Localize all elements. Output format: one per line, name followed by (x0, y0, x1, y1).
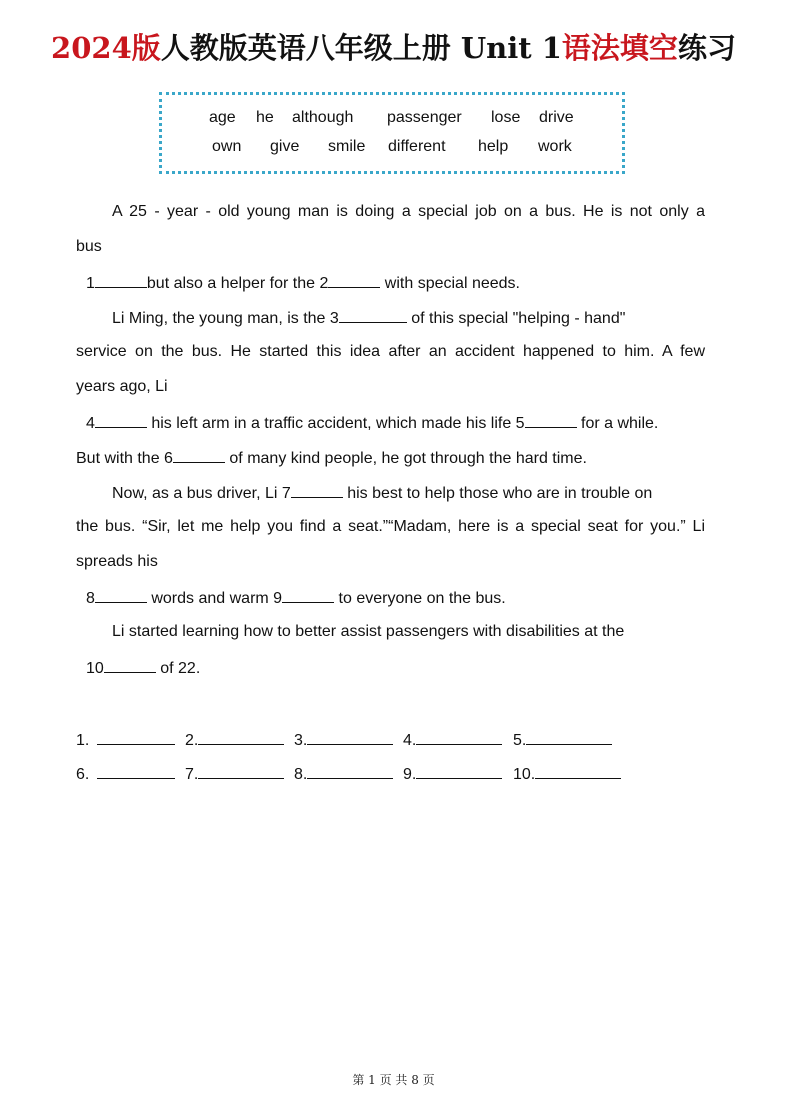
word-item: different (388, 138, 446, 155)
word-item: although (292, 109, 354, 126)
title-book: 人教版英语八年级上册 Unit 1 (160, 31, 562, 65)
passage-line: the bus. “Sir, let me help you find a seat.”“Madam, here is a special seat for you.” Li (76, 518, 705, 535)
passage-line: years ago, Li (76, 378, 168, 395)
passage-line (86, 588, 506, 608)
answer-item (76, 764, 175, 784)
answer-blank[interactable] (416, 730, 502, 745)
title-suffix: 练习 (677, 31, 736, 65)
passage-line (112, 483, 652, 503)
passage-text: of 22. (155, 660, 201, 677)
passage-line (86, 413, 658, 433)
word-item: help (478, 138, 509, 155)
blank-number: 1 (86, 275, 95, 292)
passage-text: with special needs. (380, 275, 520, 292)
passage-text: of this special "helping - hand" (406, 310, 626, 327)
answer-blank[interactable] (198, 730, 284, 745)
answer-blank[interactable] (307, 730, 393, 745)
passage-line: bus (76, 238, 102, 255)
answer-blank[interactable] (416, 764, 502, 779)
answer-label: 5. (513, 732, 527, 749)
answer-item (185, 730, 284, 750)
word-item: drive (539, 109, 574, 126)
blank-6[interactable] (173, 448, 225, 463)
answer-item (513, 764, 621, 784)
answer-item (185, 764, 284, 784)
word-item: smile (328, 138, 366, 155)
word-item: passenger (387, 109, 462, 126)
word-item: give (270, 138, 300, 155)
passage-text: But with the 6 (76, 450, 173, 467)
answer-item (513, 730, 612, 750)
word-item: own (212, 138, 242, 155)
passage-text: to everyone on the bus. (334, 590, 506, 607)
answer-blank[interactable] (307, 764, 393, 779)
title-topic: 语法填空 (561, 31, 678, 65)
answer-label: 7. (185, 766, 199, 783)
word-item: he (256, 109, 274, 126)
answer-item (403, 730, 502, 750)
blank-3[interactable] (339, 308, 407, 323)
passage-text: words and warm 9 (146, 590, 283, 607)
passage-line: service on the bus. He started this idea after an accident happened to him. A few (76, 343, 705, 360)
page-footer: 第 1 页 共 8 页 (352, 1073, 435, 1087)
answer-item (294, 730, 393, 750)
passage-text: Li Ming, the young man, is the 3 (112, 310, 339, 327)
passage-text: but also a helper for the 2 (146, 275, 329, 292)
answer-label: 4. (403, 732, 417, 749)
blank-8[interactable] (95, 588, 147, 603)
blank-1[interactable] (95, 273, 147, 288)
passage-text: of many kind people, he got through the hard time. (224, 450, 587, 467)
answer-blank[interactable] (97, 730, 175, 745)
answer-label: 8. (294, 766, 308, 783)
answer-blank[interactable] (535, 764, 621, 779)
blank-9[interactable] (282, 588, 334, 603)
passage-line: A 25 - year - old young man is doing a special job on a bus. He is not only a (112, 203, 705, 220)
answer-item (403, 764, 502, 784)
word-bank (159, 92, 625, 174)
passage-line (112, 308, 625, 328)
passage-line (76, 448, 587, 468)
word-bank-row-2 (162, 138, 622, 158)
answer-label: 9. (403, 766, 417, 783)
blank-2[interactable] (328, 273, 380, 288)
passage-line (86, 273, 520, 293)
passage-text: for a while. (576, 415, 659, 432)
answer-label: 3. (294, 732, 308, 749)
word-item: age (209, 109, 236, 126)
passage-line: spreads his (76, 553, 158, 570)
blank-5[interactable] (525, 413, 577, 428)
blank-7[interactable] (291, 483, 343, 498)
passage-text: his left arm in a traffic accident, which made his life 5 (146, 415, 525, 432)
answer-label: 6. (76, 766, 90, 783)
answer-blank[interactable] (526, 730, 612, 745)
blank-10[interactable] (104, 658, 156, 673)
blank-number: 8 (86, 590, 95, 607)
word-item: lose (491, 109, 521, 126)
blank-number: 10 (86, 660, 104, 677)
word-item: work (538, 138, 572, 155)
blank-4[interactable] (95, 413, 147, 428)
answer-label: 1. (76, 732, 90, 749)
page-title (0, 26, 787, 67)
title-year: 2024版 (51, 31, 161, 65)
passage-line (86, 658, 200, 678)
answer-blank[interactable] (97, 764, 175, 779)
answer-label: 10. (513, 766, 536, 783)
answer-label: 2. (185, 732, 199, 749)
passage-text: his best to help those who are in trouble on (342, 485, 653, 502)
answer-item (294, 764, 393, 784)
passage-line: Li started learning how to better assist passengers with disabilities at the (112, 623, 625, 640)
blank-number: 4 (86, 415, 95, 432)
passage-text: Now, as a bus driver, Li 7 (112, 485, 291, 502)
answer-blank[interactable] (198, 764, 284, 779)
word-bank-row-1 (162, 109, 622, 129)
answer-item (76, 730, 175, 750)
